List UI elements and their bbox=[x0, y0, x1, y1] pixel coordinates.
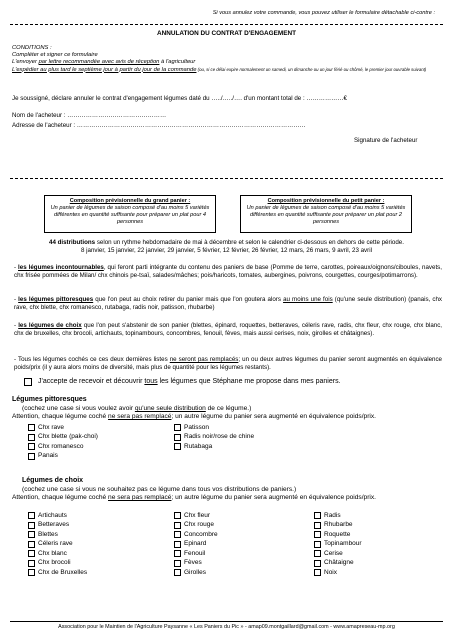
choix-warning: Attention, chaque légume coché ne sera pas remplacé; un autre légume du panier sera augmenté en équivalence poids/prix. bbox=[12, 494, 377, 501]
top-note: Si vous annulez votre commande, vous pouvez utiliser le formulaire détachable ci-contre : bbox=[212, 10, 435, 16]
checkbox-item[interactable]: Chx romanesco bbox=[28, 442, 98, 452]
cut-line-2 bbox=[10, 178, 443, 179]
cut-line bbox=[10, 24, 443, 25]
checkbox[interactable] bbox=[174, 541, 181, 548]
checkbox-item[interactable]: Chx rouge bbox=[174, 521, 218, 531]
signature-label: Signature de l'acheteur bbox=[354, 137, 418, 144]
checkbox-item[interactable]: Radis bbox=[314, 511, 362, 521]
choix-paragraph: - les légumes de choix que l'on peut s'abstenir de son panier (blettes, épinard, roquettes, betteraves, céleris rave, radis, chx fleur, chx rouge, chx blanc, chx de bruxelles, chx brocoli, artichauts, topinambours, concombres, fenouil, fèves, mais aussi cerises, noix, girolles et châtaignes). bbox=[14, 322, 443, 337]
checkbox-item[interactable]: Chx fleur bbox=[174, 511, 218, 521]
accept-all-row bbox=[24, 378, 341, 387]
conditions-line-1: Compléter et signer ce formulaire bbox=[12, 52, 98, 59]
checkbox[interactable] bbox=[174, 443, 181, 450]
pittoresques-warning: Attention, chaque légume coché ne sera pas remplacé; un autre légume du panier sera augmenté en équivalence poids/prix. bbox=[12, 413, 377, 420]
checkbox-item[interactable]: Rutabaga bbox=[174, 442, 254, 452]
pittoresques-heading: Légumes pittoresques bbox=[12, 396, 87, 403]
checkbox[interactable] bbox=[314, 541, 321, 548]
checkbox[interactable] bbox=[174, 522, 181, 529]
checkbox-item[interactable]: Epinard bbox=[174, 540, 218, 550]
checkbox-item[interactable]: Céleris rave bbox=[28, 540, 87, 550]
checkbox[interactable] bbox=[28, 434, 35, 441]
form-title: ANNULATION DU CONTRAT D'ENGAGEMENT bbox=[156, 30, 297, 37]
checkbox[interactable] bbox=[174, 512, 181, 519]
checkbox-item[interactable]: Girolles bbox=[174, 568, 218, 578]
checkbox-item[interactable]: Chx blette (pak-choi) bbox=[28, 433, 98, 443]
conditions-block bbox=[12, 45, 442, 74]
footer-rule bbox=[10, 621, 443, 622]
pittoresques-col-2 bbox=[174, 423, 254, 452]
checkbox[interactable] bbox=[28, 541, 35, 548]
conditions-line-3: L'expédier au plus tard le septième jour à partir du jour de la commande (ou, si ce délai expire normalement un samedi, un dimanche ou un jour férié ou chômé, le premier jour ouvrable suivant) bbox=[12, 66, 427, 73]
grand-panier-box bbox=[44, 195, 216, 233]
checkbox[interactable] bbox=[314, 550, 321, 557]
checkbox[interactable] bbox=[174, 569, 181, 576]
checkbox-item[interactable]: Betteraves bbox=[28, 521, 87, 531]
checkbox[interactable] bbox=[28, 550, 35, 557]
declaration-line: Je soussigné, déclare annuler le contrat d'engagement légumes daté du …../…../…. d'un montant total de : ………………€ bbox=[12, 95, 347, 102]
checkbox[interactable] bbox=[28, 560, 35, 567]
checkbox[interactable] bbox=[28, 569, 35, 576]
checkbox-item[interactable]: Cerise bbox=[314, 549, 362, 559]
checkbox-item[interactable]: Radis noir/rose de chine bbox=[174, 433, 254, 443]
checkbox[interactable] bbox=[28, 512, 35, 519]
choix-instructions: (cochez une case si vous ne souhaitez pas ce légume dans tous vos distributions de paniers.) bbox=[22, 486, 297, 493]
checkbox-item[interactable]: Concombre bbox=[174, 530, 218, 540]
conditions-line-2: L'envoyer par lettre recommandée avec avis de réception à l'agriculteur bbox=[12, 59, 196, 66]
checkbox[interactable] bbox=[28, 453, 35, 460]
checkbox[interactable] bbox=[174, 550, 181, 557]
checkbox[interactable] bbox=[174, 424, 181, 431]
pittoresques-col-1 bbox=[28, 423, 98, 461]
checkbox-item[interactable]: Fenouil bbox=[174, 549, 218, 559]
checkbox[interactable] bbox=[28, 531, 35, 538]
checkbox[interactable] bbox=[28, 424, 35, 431]
pittoresques-paragraph: - les légumes pittoresques que l'on peut au choix retirer du panier mais que l'on goutera alors au moins une fois (qu'une seule distribution) (panais, chx rave, chx blette, chx romanesco, rutabaga, radis noir, patisson, rhubarbe) bbox=[14, 296, 443, 311]
petit-panier-title: Composition prévisionnelle du petit panier : bbox=[267, 198, 385, 204]
choix-col-2 bbox=[174, 511, 218, 578]
choix-col-1 bbox=[28, 511, 87, 578]
checkbox-item[interactable]: Chx de Bruxelles bbox=[28, 568, 87, 578]
checkbox-item[interactable]: Panais bbox=[28, 452, 98, 462]
checkbox[interactable] bbox=[314, 569, 321, 576]
checkbox-item[interactable]: Chx rave bbox=[28, 423, 98, 433]
checkbox-item[interactable]: Blettes bbox=[28, 530, 87, 540]
checkbox-item[interactable]: Patisson bbox=[174, 423, 254, 433]
checkbox[interactable] bbox=[174, 560, 181, 567]
choix-col-3 bbox=[314, 511, 362, 578]
checkbox[interactable] bbox=[314, 522, 321, 529]
grand-panier-title: Composition prévisionnelle du grand panier : bbox=[69, 198, 191, 204]
checkbox-item[interactable]: Chx brocoli bbox=[28, 559, 87, 569]
buyer-address-field: Adresse de l'acheteur : ………………………………………………………………………………………………… bbox=[12, 122, 306, 129]
pittoresques-instructions: (cochez une case si vous voulez avoir qu'une seule distribution de ce légume.) bbox=[22, 405, 252, 412]
checkbox-item[interactable]: Noix bbox=[314, 568, 362, 578]
petit-panier-box bbox=[240, 195, 412, 233]
checkbox[interactable] bbox=[314, 560, 321, 567]
grand-panier-text: Un panier de légumes de saison composé d'au moins 5 variétés différentes en quantité suffisante pour préparer un plat pour 4 personnes bbox=[50, 204, 210, 225]
distribution-dates: 8 janvier, 15 janvier, 22 janvier, 29 janvier, 5 février, 12 février, 26 février, 12 mars, 26 mars, 9 avril, 23 avril bbox=[81, 247, 372, 254]
petit-panier-text: Un panier de légumes de saison composé d'au moins 5 variétés différentes en quantité suffisante pour préparer un plat pour 2 personnes bbox=[246, 204, 406, 225]
conditions-heading: CONDITIONS : bbox=[12, 45, 52, 51]
checkbox-item[interactable]: Roquette bbox=[314, 530, 362, 540]
accept-all-label: J'accepte de recevoir et découvrir tous les légumes que Stéphane me propose dans mes paniers. bbox=[38, 378, 341, 385]
incontournables-paragraph: - les légumes incontournables, qui feront parti intégrante du contenu des paniers de base (Pomme de terre, carottes, poireaux/oignons/ciboules, navets, chx frisée pommées de Milan/ chx chinois pe-tsaï, salades/mâches; pois/haricots, tomates, aubergines, poivrons, courgettes, courges/potimarrons). bbox=[14, 264, 442, 279]
checkbox-item[interactable]: Chx blanc bbox=[28, 549, 87, 559]
checkbox[interactable] bbox=[314, 531, 321, 538]
checkbox-item[interactable]: Fèves bbox=[174, 559, 218, 569]
distributions-line: 44 distributions selon un rythme hebdomadaire de mai à décembre et selon le calendrier ci-dessous en dehors de cette période. bbox=[49, 239, 404, 246]
checkbox[interactable] bbox=[28, 522, 35, 529]
accept-all-checkbox[interactable] bbox=[24, 378, 32, 386]
checkbox-item[interactable]: Châtaigne bbox=[314, 559, 362, 569]
buyer-name-field: Nom de l'acheteur : ………………………………………… bbox=[12, 112, 167, 119]
checkbox[interactable] bbox=[174, 531, 181, 538]
footer-text: Association pour le Maintien de l'Agriculture Paysanne « Les Paniers du Pic » - amap09.montgaillard@gmail.com - www.amapreseau-mp.org bbox=[58, 624, 395, 630]
tous-coches-paragraph: - Tous les légumes cochés ce ces deux dernières listes ne seront pas remplacés; un ou deux autres légumes du panier seront augmentés en équivalence poids/prix (il y aura alors moins de diversité, mais plus de quantité pour les légumes restants). bbox=[14, 356, 442, 371]
checkbox-item[interactable]: Topinambour bbox=[314, 540, 362, 550]
checkbox[interactable] bbox=[314, 512, 321, 519]
checkbox[interactable] bbox=[28, 443, 35, 450]
checkbox-item[interactable]: Rhubarbe bbox=[314, 521, 362, 531]
checkbox-item[interactable]: Artichauts bbox=[28, 511, 87, 521]
checkbox[interactable] bbox=[174, 434, 181, 441]
choix-heading: Légumes de choix bbox=[22, 477, 84, 484]
